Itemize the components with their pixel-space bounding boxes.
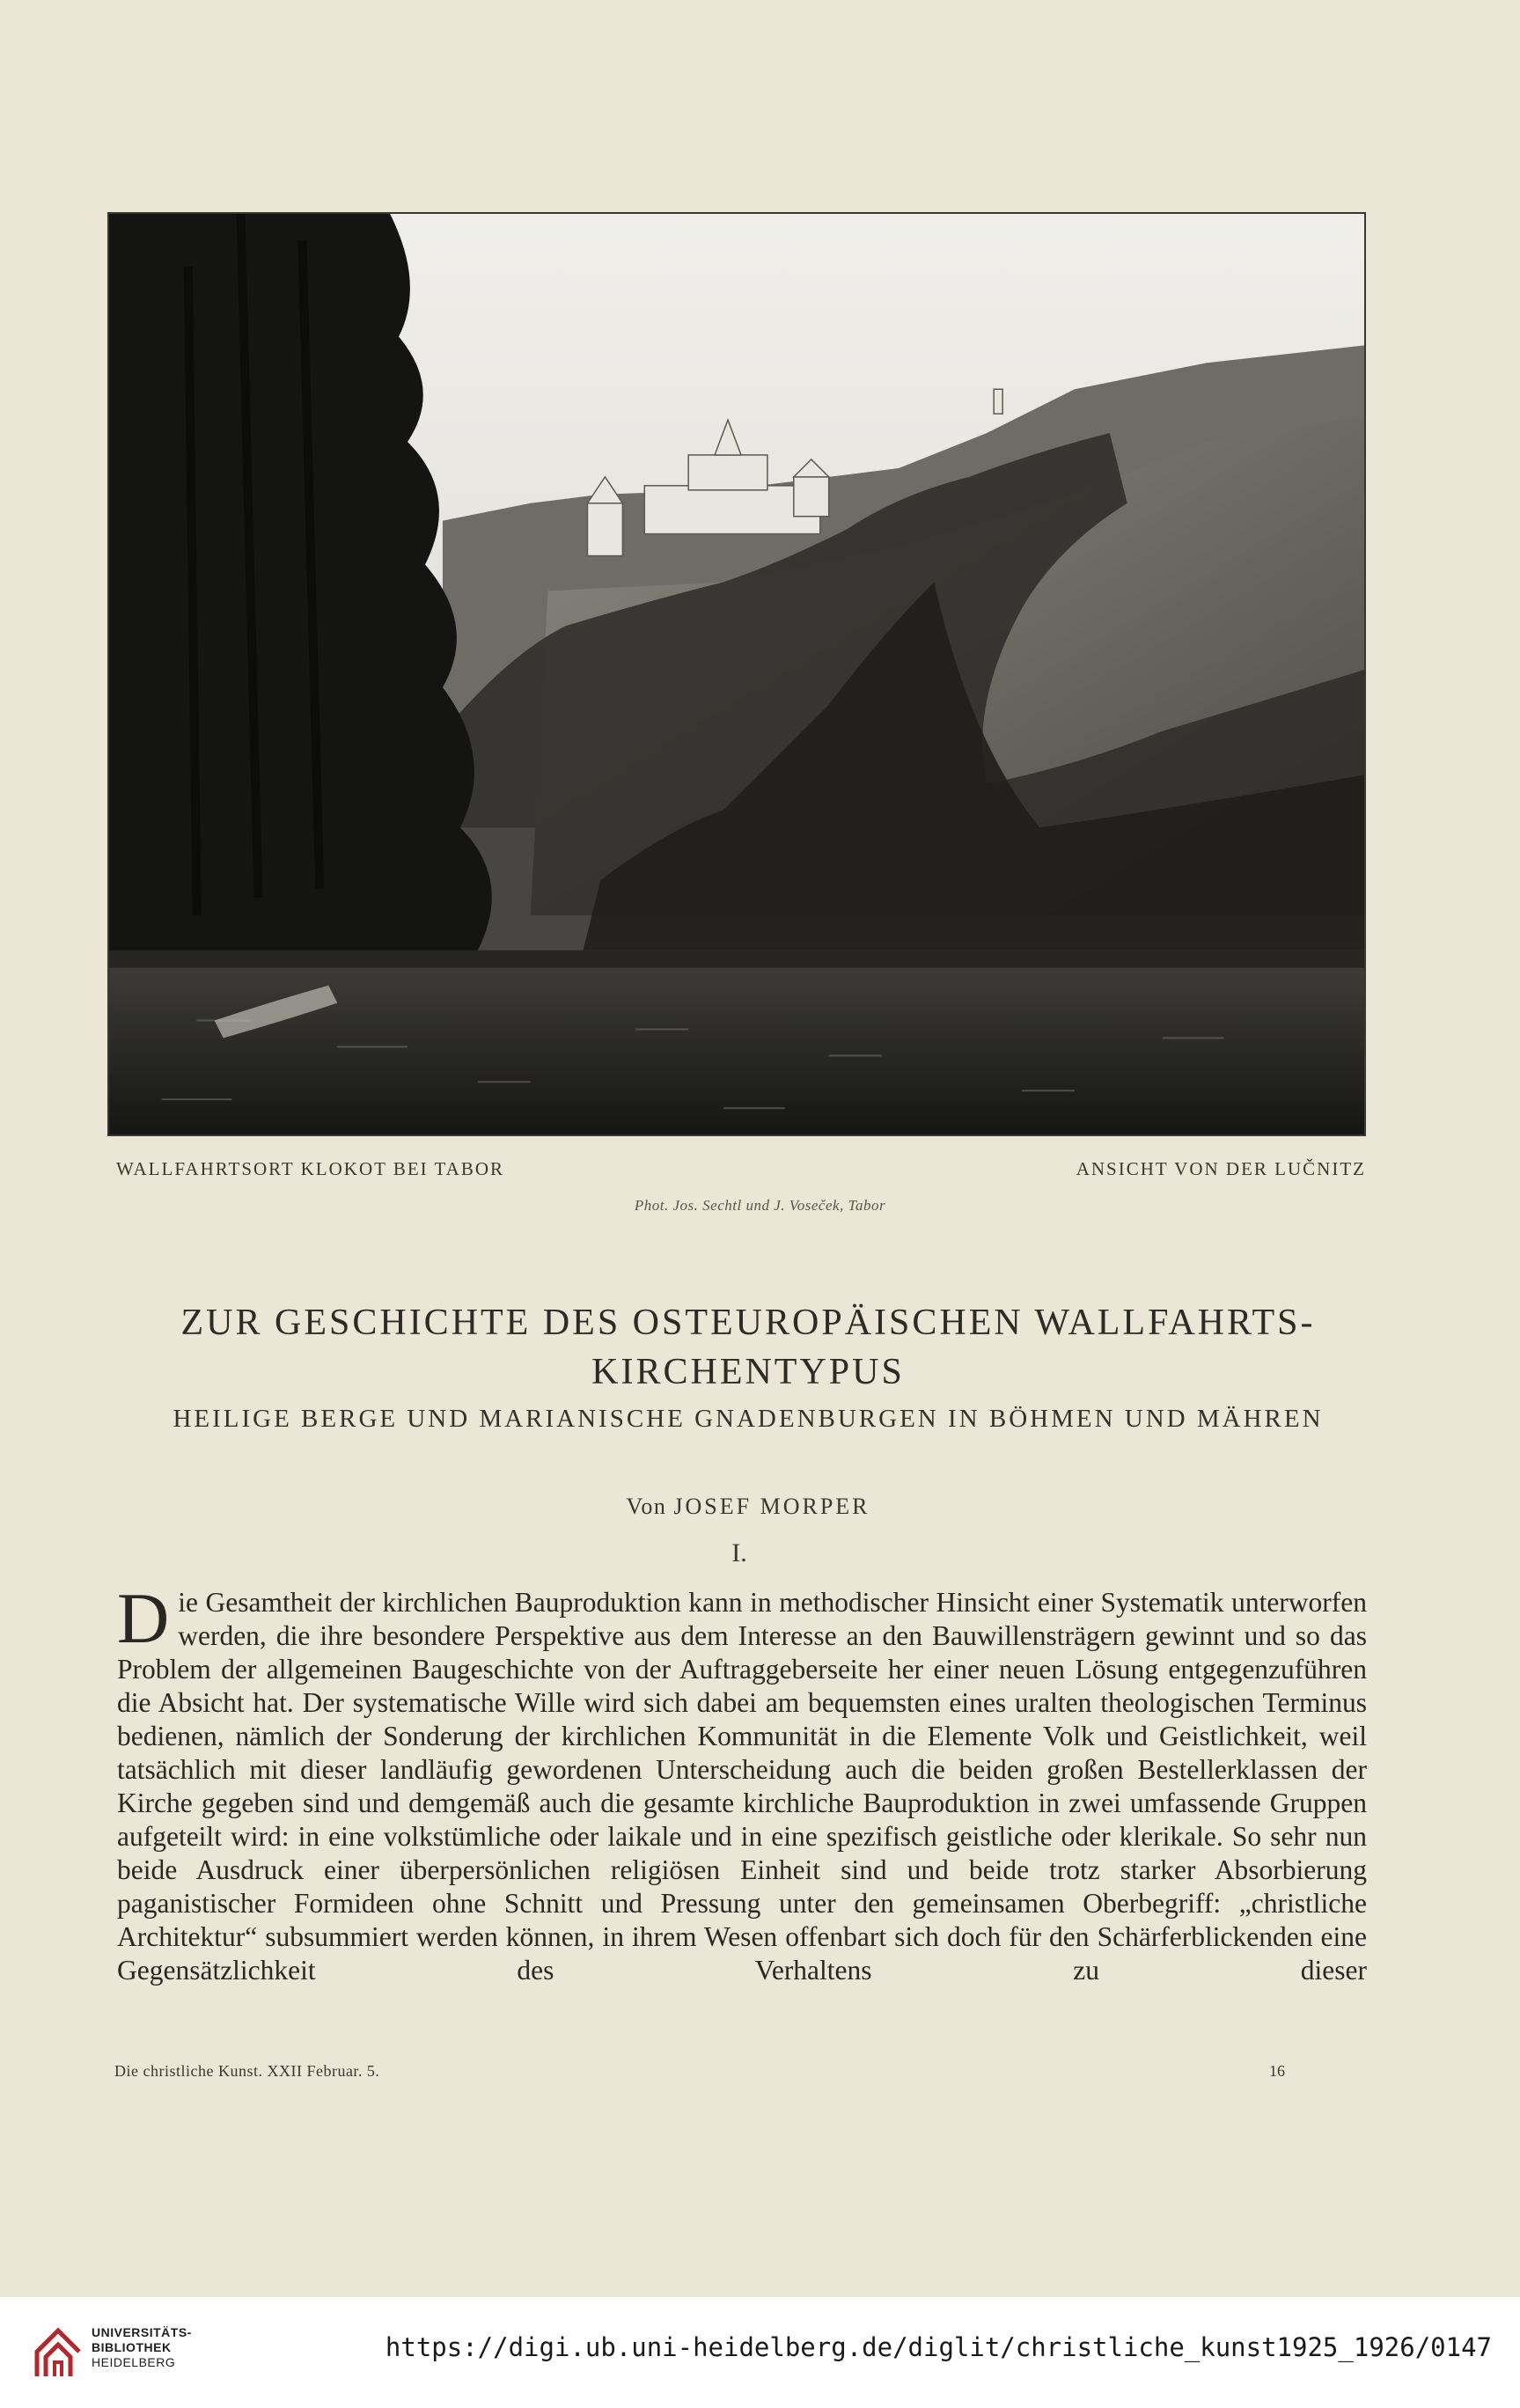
university-library-logo-icon [32, 2325, 84, 2382]
body-paragraph: ie Gesamtheit der kirchlichen Bauproduktion kann in methodischer Hinsicht einer Systematik unterworfen werden, die ihre besondere Perspektive aus dem Interesse an den Bauwillensträgern gewinnt und so das Problem der allgemeinen Baugeschichte von der Auftraggeberseite her einer neuen Lösung entgegenzuführen die Absicht hat. Der systematische Wille wird sich dabei am bequemsten eines uralten theologischen Terminus bedienen, nämlich der Sonderung der kirchlichen Kommunität in die Elemente Volk und Geistlichkeit, weil tatsächlich mit dieser landläufig gewordenen Unterscheidung auch die beiden großen Bestellerklassen der Kirche gegeben sind und demgemäß auch die gesamte kirchliche Bauproduktion in zwei umfassende Gruppen aufgeteilt wird: in eine volkstümliche oder laikale und in eine spezifisch geistliche oder klerikale. So sehr nun beide Ausdruck einer überpersönlichen religiösen Einheit sind und beide trotz starker Absorbierung paganistischer Formideen ohne Schnitt und Pressung unter den gemeinsamen Oberbegriff: „christliche Architektur“ subsummiert werden können, in ihrem Wesen offenbart sich doch für den Schärferblickenden eine Gegensätzlichkeit des Verhaltens zu dieser [117, 1587, 1367, 1986]
institution-name [92, 2325, 192, 2370]
byline-prefix: Von [626, 1494, 667, 1519]
section-number: I. [731, 1538, 747, 1567]
institution-line-1: UNIVERSITÄTS- [92, 2325, 192, 2339]
archive-bar [0, 2297, 1520, 2408]
photo-credit: Phot. Jos. Sechtl und J. Voseček, Tabor [634, 1197, 886, 1214]
article-title: ZUR GESCHICHTE DES OSTEUROPÄISCHEN WALLFAHRTS-KIRCHENTYPUS [180, 1303, 1316, 1392]
photo-caption [116, 1158, 1366, 1185]
author-name: JOSEF MORPER [673, 1494, 870, 1519]
drop-cap: D [117, 1578, 170, 1658]
archive-url-link[interactable]: https://digi.ub.uni-heidelberg.de/diglit/christliche_kunst1925_1926/0147 [385, 2332, 1492, 2362]
caption-view: ANSICHT VON DER LUČNITZ [1076, 1158, 1366, 1179]
signature-mark: 16 [1269, 2062, 1285, 2080]
journal-reference: Die christliche Kunst. XXII Februar. 5. [114, 2062, 380, 2080]
institution-line-3: HEIDELBERG [92, 2355, 176, 2369]
photograph-klokot [107, 212, 1366, 1136]
landscape-photo-illustration [109, 214, 1364, 1134]
article-subtitle: HEILIGE BERGE UND MARIANISCHE GNADENBURGEN IN BÖHMEN UND MÄHREN [173, 1405, 1324, 1433]
byline [0, 1494, 1496, 1520]
caption-location: WALLFAHRTSORT KLOKOT BEI TABOR [116, 1158, 505, 1179]
page-footer [114, 2062, 1285, 2085]
institution-line-2: BIBLIOTHEK [92, 2340, 172, 2354]
article-body [117, 1578, 1367, 1987]
